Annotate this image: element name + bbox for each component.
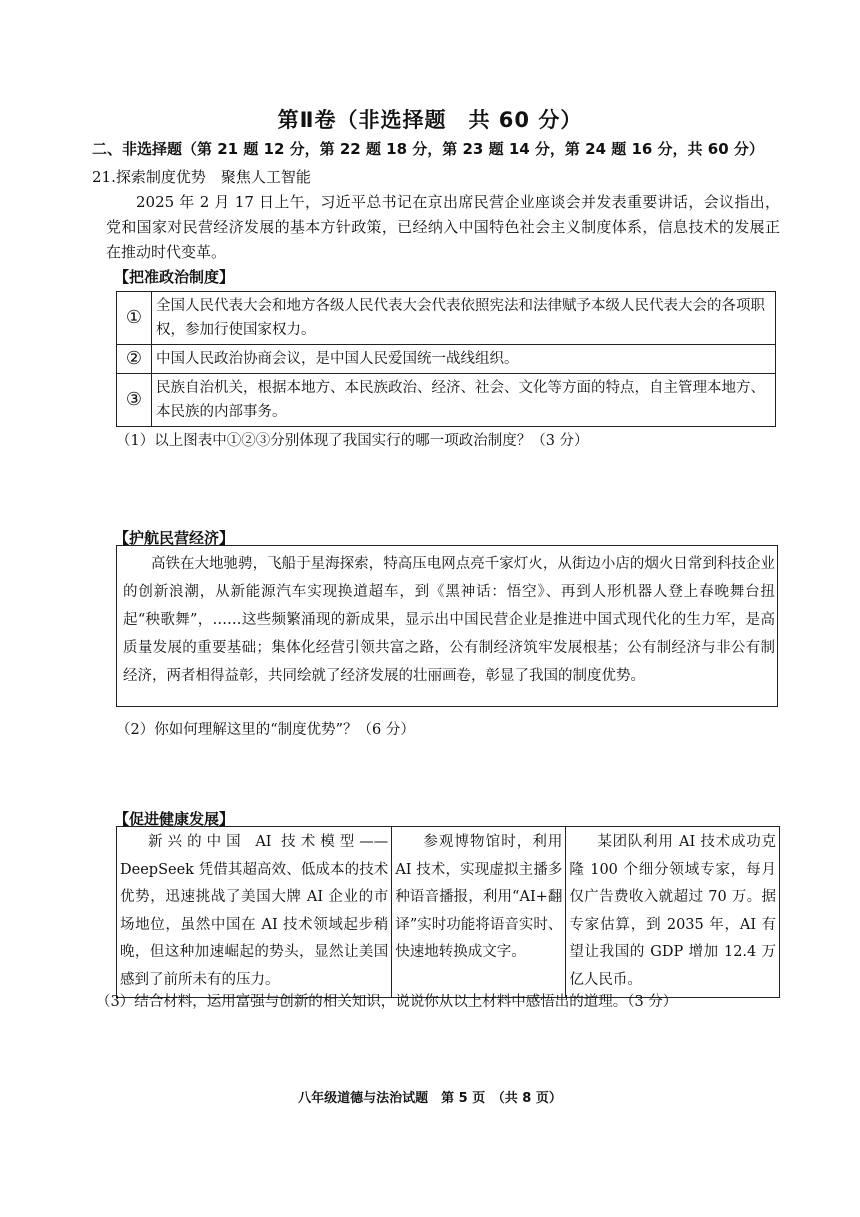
private-economy-material: 高铁在大地驰骋，飞船于星海探索，特高压电网点亮千家灯火，从街边小店的烟火日常到科技企业的创新浪潮，从新能源汽车实现换道超车，到《黑神话：悟空》、再到人形机器人登上春晚舞台扭起“秧歌舞”，……这些频繁涌现的新成果，显示出中国民营企业是推进中国式现代化的生力军，是高质量发展的重要基础；集体化经营引领共富之路，公有制经济筑牢发展根基；公有制经济与非公有制经济，两者相得益彰，共同绘就了经济发展的壮丽画卷，彰显了我国的制度优势。 xyxy=(116,545,778,707)
part3-heading: 【促进健康发展】 xyxy=(114,810,235,828)
section-instructions: 二、非选择题（第 21 题 12 分，第 22 题 18 分，第 23 题 14 分，第 24 题 16 分，共 60 分） xyxy=(92,140,764,158)
material-cell-2: 参观博物馆时，利用 AI 技术，实现虚拟主播多种语音播报，利用“AI+翻译”实时功能将语音实时、快速地转换成文字。 xyxy=(392,827,566,998)
question-3: （3）结合材料，运用富强与创新的相关知识，说说你从以上材料中感悟出的道理。（3 分） xyxy=(96,994,678,1010)
question-21-heading: 21.探索制度优势 聚焦人工智能 xyxy=(92,168,311,186)
row-number: ① xyxy=(117,292,152,345)
row-number: ③ xyxy=(117,374,152,427)
question-2: （2）你如何理解这里的“制度优势”？（6 分） xyxy=(116,722,415,738)
question-1: （1）以上图表中①②③分别体现了我国实行的哪一项政治制度？（3 分） xyxy=(116,433,589,449)
question-21-intro: 2025 年 2 月 17 日上午，习近平总书记在京出席民营企业座谈会并发表重要讲话，会议指出，党和国家对民营经济发展的基本方针政策，已经纳入中国特色社会主义制度体系，信息技术的发展正在推动时代变革。 xyxy=(106,193,780,261)
part2-heading: 【护航民营经济】 xyxy=(114,529,235,547)
ai-material-table xyxy=(116,826,780,998)
material-cell-3: 某团队利用 AI 技术成功克隆 100 个细分领域专家，每月仅广告费收入就超过 70 万。据专家估算，到 2035 年，AI 有望让我国的 GDP 增加 12.4 万亿人民币。 xyxy=(566,827,780,998)
table-row xyxy=(117,292,776,345)
table-row xyxy=(117,345,776,374)
page-footer: 八年级道德与法治试题 第 5 页 （共 8 页） xyxy=(298,1091,562,1106)
row-text: 中国人民政治协商会议，是中国人民爱国统一战线组织。 xyxy=(152,345,776,374)
part1-heading: 【把准政治制度】 xyxy=(114,268,235,286)
political-system-table xyxy=(116,291,776,427)
row-text: 民族自治机关，根据本地方、本民族政治、经济、社会、文化等方面的特点，自主管理本地方、本民族的内部事务。 xyxy=(152,374,776,427)
material-cell-1: 新兴的中国 AI 技术模型——DeepSeek 凭借其超高效、低成本的技术优势，迅速挑战了美国大牌 AI 企业的市场地位，虽然中国在 AI 技术领域起步稍晚，但这种加速崛起的势头，显然让美国感到了前所未有的压力。 xyxy=(117,827,392,998)
row-text: 全国人民代表大会和地方各级人民代表大会代表依照宪法和法律赋予本级人民代表大会的各项职权，参加行使国家权力。 xyxy=(152,292,776,345)
table-row xyxy=(117,374,776,427)
section-title: 第Ⅱ卷（非选择题 共 60 分） xyxy=(277,108,583,132)
row-number: ② xyxy=(117,345,152,374)
table-row xyxy=(117,827,780,998)
